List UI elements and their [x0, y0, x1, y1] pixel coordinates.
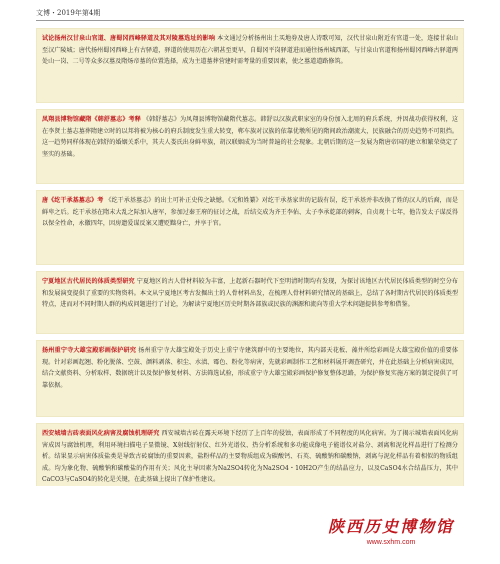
article-title: 宁夏地区古代居民的体质类型研究: [42, 278, 135, 285]
museum-url: www.sxhm.com: [366, 539, 416, 546]
article-abstract-4: [36, 271, 464, 334]
article-title: 凤翔县博物馆藏隋《韩舒墓志》考释: [42, 116, 141, 123]
museum-logo-name: 陕西历史博物馆: [327, 517, 454, 536]
article-abstract-text: 本文通过分析扬州出土买地券及唐人诗歌可知，汉代甘泉山附近有官道一处，连接甘泉山至汉广陵城；唐代扬州蜀冈西峰上有古驿道，驿道的使用历在六朝甚至更早，自蜀冈平岗驿道进而通往扬州城西部，与甘泉山官道和扬州蜀冈西峰古驿道两处山一岗、二号等众多汉墓及隋炀帝墓的位置选择，成为主道墓葬营建时需考量的重要因素，使之墓道道路修筑。: [42, 35, 459, 65]
article-abstract-2: [36, 109, 464, 184]
article-abstract-text: 《纥干承基墓志》的出土可补正史传之缺憾。《元和姓纂》对纥干承基家世的记载有误，纥干承基并非改换了姓的汉人的后裔，而是鲜卑之后。纥干承基在隋末大乱之际加入唐军，参加过秦王府的征讨之战，后结交成为齐王李佑、太子李承乾部的刺客，自贞观十七年，他告发太子谋反得以保全性命，永徽四年，因房遗爱谋反案又遭贬黜身亡，并享于官。: [42, 197, 459, 227]
article-list: [36, 28, 464, 502]
article-abstract-text: 《韩舒墓志》为凤翔县博物馆藏隋代墓志。韩舒以汉族武职家室的身份加入北周的府兵系统，并因战功获得权利，这在李贤土墓志墓葬隋建立时的以邦将被为核心的府兵制度发生重大转变，郸车族对汉族的依靠优墩所见的隋间政治潮流大，民族融合的历史趋势不可阻挡。这一趋势同样体现在韩舒的婚姻关系中，其夫人娄氏出身鲜卑族，胡汉联姻成为当时普遍的社会现象。北朝后期的这一发展为隋唐帝国的建立和繁荣奠定了坚实的基础。: [42, 116, 459, 158]
article-title: 试论扬州汉甘泉山官道、唐蜀冈西峰驿道及其对陵墓选址的影响: [42, 35, 216, 42]
article-abstract-text: 扬州重宁寺大雄宝殿处于历史上重宁寺建筑群中的主要地位，其内部天花板、藻井所绘彩画是大雄宝殿价值的重要体现。针对彩画起翘、粉化脱落、空鼓、颜料剥落、积尘、水渍、霉色、粉化等病害，先就彩画制作工艺和材料展开调查研究，并在此基础上分析病害成因，结合文献资料、分析取样、数据统计以及保护修复材料、方法筛选试验，形成重宁寺大雄宝殿彩画保护修复整体思路，为保护修复实施方案的制定提供了可靠依据。: [42, 347, 459, 389]
article-abstract-text: 宁夏地区的古人骨材料较为丰富，上起新石器时代下至明清时期均有发现，为探讨该地区古代居民体质类型的时空分布和发展演变提供了重要的实物资料。本文从宁夏地区考古发掘出土的人骨材料出发，在梳理人骨材料研究情况的基础上，总结了各时期古代居民的体质类型特点，进而对不同时期人群的构成问题进行了讨论，为解读宁夏地区历史时期各部族或民族的渊源和流向等重大学术问题提供参考和借鉴。: [42, 278, 459, 308]
museum-logo: [318, 514, 464, 546]
article-abstract-5: [36, 340, 464, 417]
article-abstract-1: [36, 28, 464, 103]
article-title: 扬州重宁寺大雄宝殿彩画保护研究: [42, 347, 137, 354]
article-title: 西安城墙古砖表面风化病害及腐蚀机理研究: [42, 430, 160, 437]
article-abstract-3: [36, 190, 464, 265]
article-title: 唐《纥干承基墓志》考: [42, 197, 104, 204]
article-abstract-text: 西安城墙古砖在露天环境下经历了上百年的侵蚀，表面形成了不同程度的风化病害。为了揭示城墙表面风化病害成因与腐蚀机理，利用环境扫描电子显微镜、X射线衍射仪、红外光谱仪、热分析系统和多功能成像电子能谱仪对盐分、剥离和泥化样品进行了检测分析。结果显示病害体质盐类是导致古砖腐蚀的重要因素，盐粉样品的主要物质组成为碳酸钙、石英、硫酸钠和碳酸钠，剥离与泥化样品有着相似的物质组成。均为象化物、硫酸钠和碳酸盐的作用有关；风化主导因素为Na2SO4转化为Na2SO4・10H2O产生的结晶应力，以及CaSO4水合结晶压力，其中CaCO3与CaSO4的转化是关键，在此基础上提出了保护性建议。: [42, 430, 459, 483]
page-header: 文博・2019年第4期: [36, 6, 464, 21]
